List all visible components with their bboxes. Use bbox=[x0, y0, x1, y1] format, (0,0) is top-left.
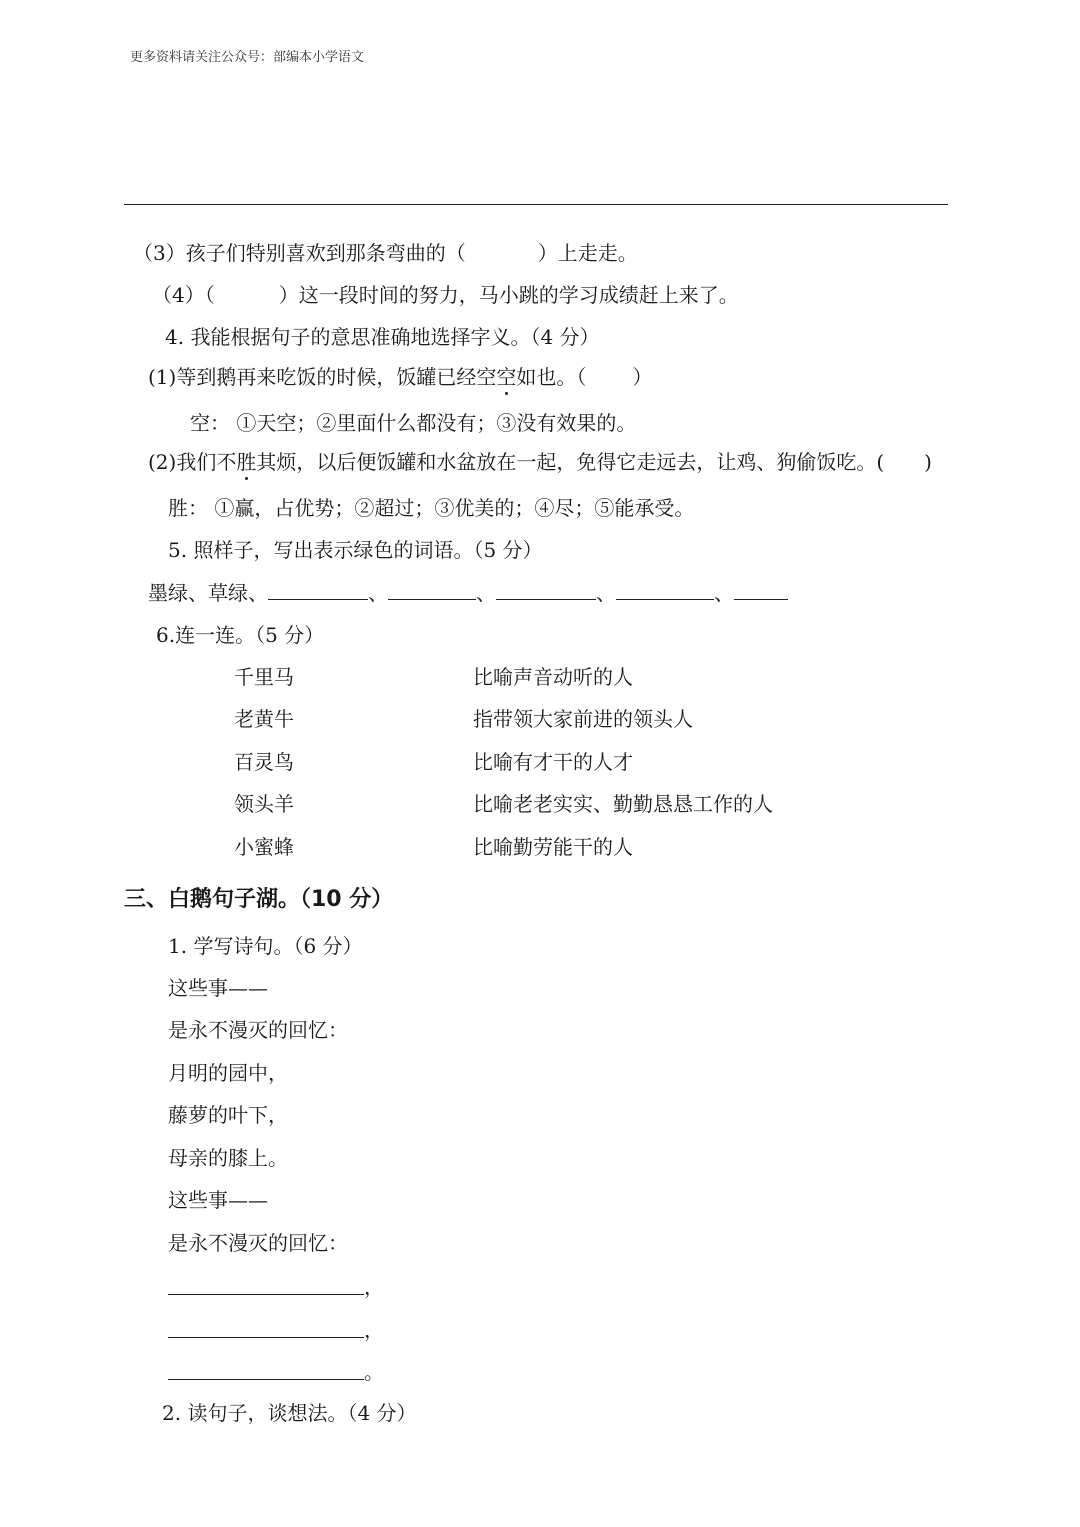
q5-example: 墨绿、草绿、 bbox=[148, 581, 268, 605]
match-left-item[interactable]: 百灵鸟 bbox=[234, 750, 294, 774]
separator: 、 bbox=[596, 581, 616, 605]
q4-sentence-1 bbox=[148, 364, 652, 390]
q4-title: 4. 我能根据句子的意思准确地选择字义。（4 分） bbox=[165, 325, 600, 349]
match-right-item[interactable]: 指带领大家前进的领头人 bbox=[473, 707, 693, 731]
q5-answer-line bbox=[148, 580, 788, 606]
poem-line: 是永不漫灭的回忆： bbox=[168, 1231, 348, 1255]
separator: 、 bbox=[714, 581, 734, 605]
poem-line: 是永不漫灭的回忆： bbox=[168, 1018, 348, 1042]
section3-q2-title: 2. 读句子，谈想法。（4 分） bbox=[162, 1401, 417, 1425]
q6-title: 6.连一连。（5 分） bbox=[156, 623, 325, 647]
poem-answer-blank[interactable] bbox=[168, 1379, 364, 1380]
match-left-item[interactable]: 领头羊 bbox=[234, 792, 294, 816]
poem-line: 这些事—— bbox=[168, 976, 268, 1000]
answer-blank[interactable] bbox=[496, 581, 596, 600]
match-right-item[interactable]: 比喻有才干的人才 bbox=[473, 750, 633, 774]
q4-s2-text-2: 其烦，以后便饭罐和水盆放在一起，免得它走远去，让鸡、狗偷饭吃。( bbox=[256, 450, 885, 474]
match-left-item[interactable]: 千里马 bbox=[234, 665, 294, 689]
q3-item-4-suffix: ）这一段时间的努力，马小跳的学习成绩赶上来了。 bbox=[278, 283, 739, 307]
section-heading: 三、白鹅句子湖。（10 分） bbox=[124, 887, 394, 912]
answer-blank[interactable] bbox=[268, 581, 368, 600]
poem-line: 藤萝的叶下， bbox=[168, 1103, 288, 1127]
poem-line: 这些事—— bbox=[168, 1188, 268, 1212]
q3-item-3 bbox=[133, 240, 638, 266]
poem-line: 母亲的膝上。 bbox=[168, 1146, 288, 1170]
q4-s1-text: (1)等到鹅再来吃饭的时候，饭罐已经空 bbox=[148, 365, 497, 389]
q3-item-3-prefix: （3）孩子们特别喜欢到那条弯曲的（ bbox=[133, 241, 466, 265]
separator: 、 bbox=[368, 581, 388, 605]
match-right-item[interactable]: 比喻勤劳能干的人 bbox=[473, 835, 633, 859]
q5-title: 5. 照样子，写出表示绿色的词语。（5 分） bbox=[168, 538, 543, 562]
q4-s2-marked-char: 胜 bbox=[236, 450, 257, 474]
source-note: 更多资料请关注公众号：部编本小学语文 bbox=[130, 50, 365, 65]
poem-blank-ending: ， bbox=[364, 1318, 384, 1342]
q3-item-4-prefix: （4）（ bbox=[152, 283, 215, 307]
answer-blank[interactable] bbox=[734, 581, 788, 600]
answer-blank[interactable] bbox=[388, 581, 476, 600]
q3-item-3-suffix: ）上走走。 bbox=[537, 241, 638, 265]
poem-line: 月明的园中， bbox=[168, 1061, 288, 1085]
match-left-item[interactable]: 老黄牛 bbox=[234, 707, 294, 731]
q4-s1-text-2: 如也。（ bbox=[516, 365, 587, 389]
match-right-item[interactable]: 比喻老老实实、勤勤恳恳工作的人 bbox=[473, 792, 773, 816]
q4-s2-options: 胜： ①赢，占优势；②超过；③优美的；④尽；⑤能承受。 bbox=[168, 496, 695, 520]
header-divider bbox=[124, 204, 948, 205]
q4-s2-close: ) bbox=[924, 450, 932, 474]
poem-blank-ending: 。 bbox=[364, 1360, 384, 1384]
q4-sentence-2 bbox=[148, 449, 932, 475]
match-right-item[interactable]: 比喻声音动听的人 bbox=[473, 665, 633, 689]
q4-s2-text: (2)我们不 bbox=[148, 450, 237, 474]
q4-s1-marked-char: 空 bbox=[496, 365, 517, 389]
section3-q1-title: 1. 学写诗句。（6 分） bbox=[168, 934, 363, 958]
poem-blank-ending: ， bbox=[364, 1275, 384, 1299]
match-left-item[interactable]: 小蜜蜂 bbox=[234, 835, 294, 859]
separator: 、 bbox=[476, 581, 496, 605]
poem-answer-blank[interactable] bbox=[168, 1337, 364, 1338]
q4-s1-close: ） bbox=[632, 365, 653, 389]
q4-s1-options: 空： ①天空；②里面什么都没有；③没有效果的。 bbox=[190, 411, 637, 435]
q3-item-4 bbox=[152, 282, 739, 308]
answer-blank[interactable] bbox=[616, 581, 714, 600]
poem-answer-blank[interactable] bbox=[168, 1294, 364, 1295]
